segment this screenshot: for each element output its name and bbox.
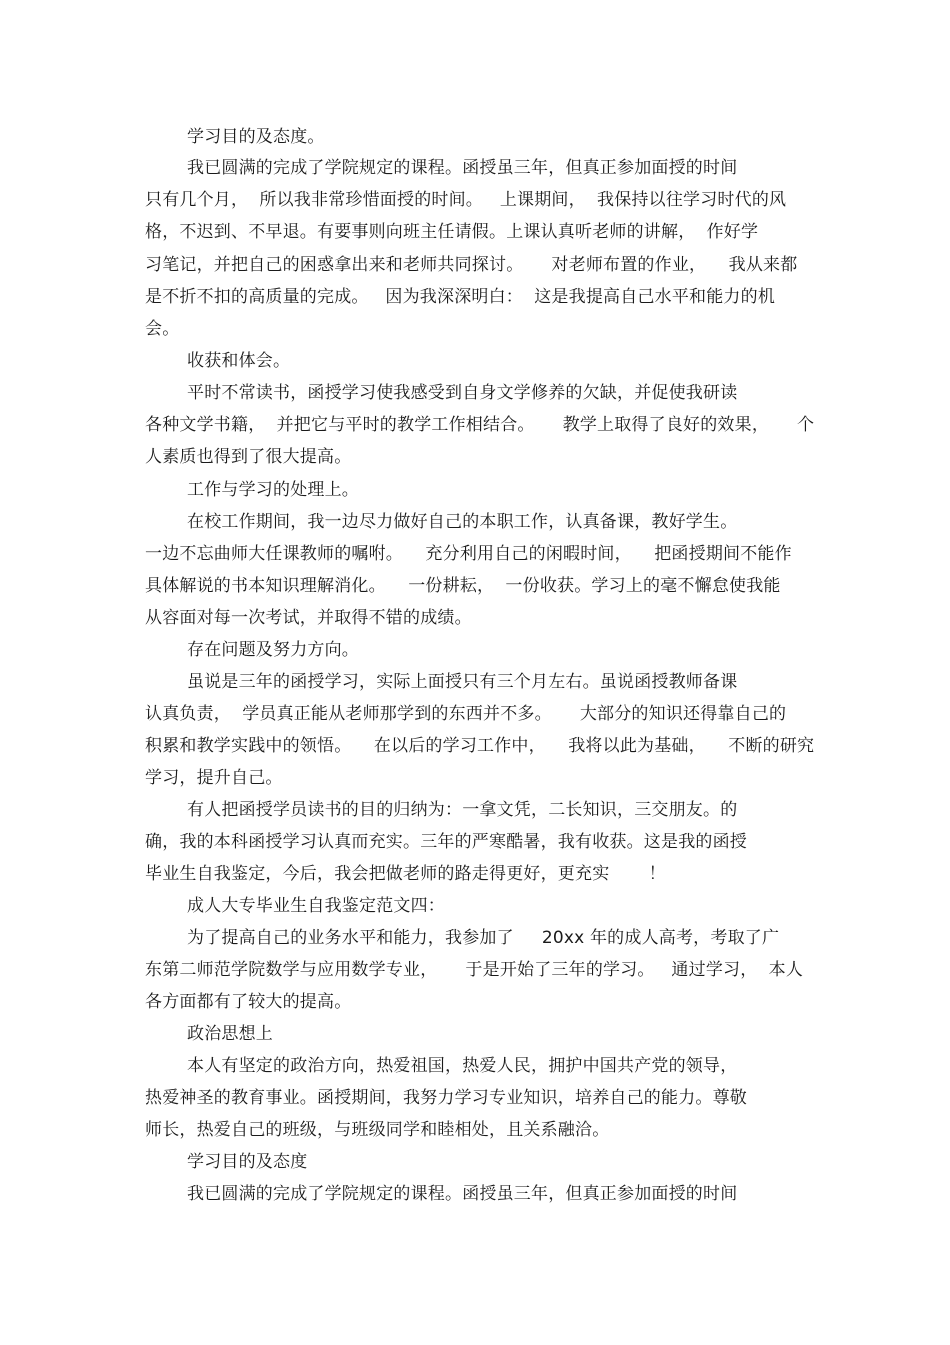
paragraph-line: 学习，提升自己。 xyxy=(145,768,283,788)
paragraph-line: 只有几个月， 所以我非常珍惜面授的时间。 上课期间， 我保持以往学习时代的风 xyxy=(145,190,787,210)
section-heading: 工作与学习的处理上。 xyxy=(187,480,359,500)
paragraph-line: 东第二师范学院数学与应用数学专业， 于是开始了三年的学习。 通过学习， 本人 xyxy=(145,960,804,980)
paragraph-line: 确，我的本科函授学习认真而充实。三年的严寒酷暑，我有收获。这是我的函授 xyxy=(145,832,747,852)
paragraph-line: 从容面对每一次考试，并取得不错的成绩。 xyxy=(145,608,472,628)
paragraph-line: 各种文学书籍， 并把它与平时的教学工作相结合。 教学上取得了良好的效果， 个 xyxy=(145,415,815,435)
paragraph-line: 是不折不扣的高质量的完成。 因为我深深明白： 这是我提高自己水平和能力的机 xyxy=(145,287,776,307)
section-heading: 成人大专毕业生自我鉴定范文四： xyxy=(187,896,445,916)
section-heading: 学习目的及态度 xyxy=(187,1152,308,1172)
paragraph-line: 习笔记，并把自己的困惑拿出来和老师共同探讨。 对老师布置的作业， 我从来都 xyxy=(145,255,798,275)
paragraph-line: 有人把函授学员读书的目的归纳为：一拿文凭，二长知识，三交朋友。的 xyxy=(187,800,738,820)
paragraph-line: 师长，热爱自己的班级，与班级同学和睦相处，且关系融洽。 xyxy=(145,1120,610,1140)
paragraph-line: 为了提高自己的业务水平和能力，我参加了 20xx 年的成人高考，考取了广 xyxy=(187,928,780,948)
paragraph-line: 认真负责， 学员真正能从老师那学到的东西并不多。 大部分的知识还得靠自己的 xyxy=(145,704,787,724)
paragraph-line: 人素质也得到了很大提高。 xyxy=(145,447,352,467)
paragraph-line: 各方面都有了较大的提高。 xyxy=(145,992,352,1012)
paragraph-line: 一边不忘曲师大任课教师的嘱咐。 充分利用自己的闲暇时间， 把函授期间不能作 xyxy=(145,544,792,564)
paragraph-line: 格，不迟到、不早退。有要事则向班主任请假。上课认真听老师的讲解， 作好学 xyxy=(145,222,759,242)
section-heading: 学习目的及态度。 xyxy=(187,127,325,147)
paragraph-line: 虽说是三年的函授学习，实际上面授只有三个月左右。虽说函授教师备课 xyxy=(187,672,738,692)
paragraph-line: 我已圆满的完成了学院规定的课程。函授虽三年，但真正参加面授的时间 xyxy=(187,1184,738,1204)
paragraph-line: 热爱神圣的教育事业。函授期间，我努力学习专业知识，培养自己的能力。尊敬 xyxy=(145,1088,747,1108)
paragraph-line: 具体解说的书本知识理解消化。 一份耕耘， 一份收获。学习上的毫不懈怠使我能 xyxy=(145,576,781,596)
paragraph-line: 在校工作期间，我一边尽力做好自己的本职工作，认真备课，教好学生。 xyxy=(187,512,738,532)
section-heading: 存在问题及努力方向。 xyxy=(187,640,359,660)
paragraph-line: 本人有坚定的政治方向，热爱祖国，热爱人民，拥护中国共产党的领导， xyxy=(187,1056,738,1076)
paragraph-line: 会。 xyxy=(145,319,180,339)
paragraph-line: 积累和教学实践中的领悟。 在以后的学习工作中， 我将以此为基础， 不断的研究 xyxy=(145,736,815,756)
section-heading: 收获和体会。 xyxy=(187,351,291,371)
section-heading: 政治思想上 xyxy=(187,1024,273,1044)
paragraph-line: 我已圆满的完成了学院规定的课程。函授虽三年，但真正参加面授的时间 xyxy=(187,158,738,178)
paragraph-line: 平时不常读书，函授学习使我感受到自身文学修养的欠缺，并促使我研读 xyxy=(187,383,738,403)
paragraph-line: 毕业生自我鉴定，今后，我会把做老师的路走得更好，更充实 ！ xyxy=(145,864,666,884)
